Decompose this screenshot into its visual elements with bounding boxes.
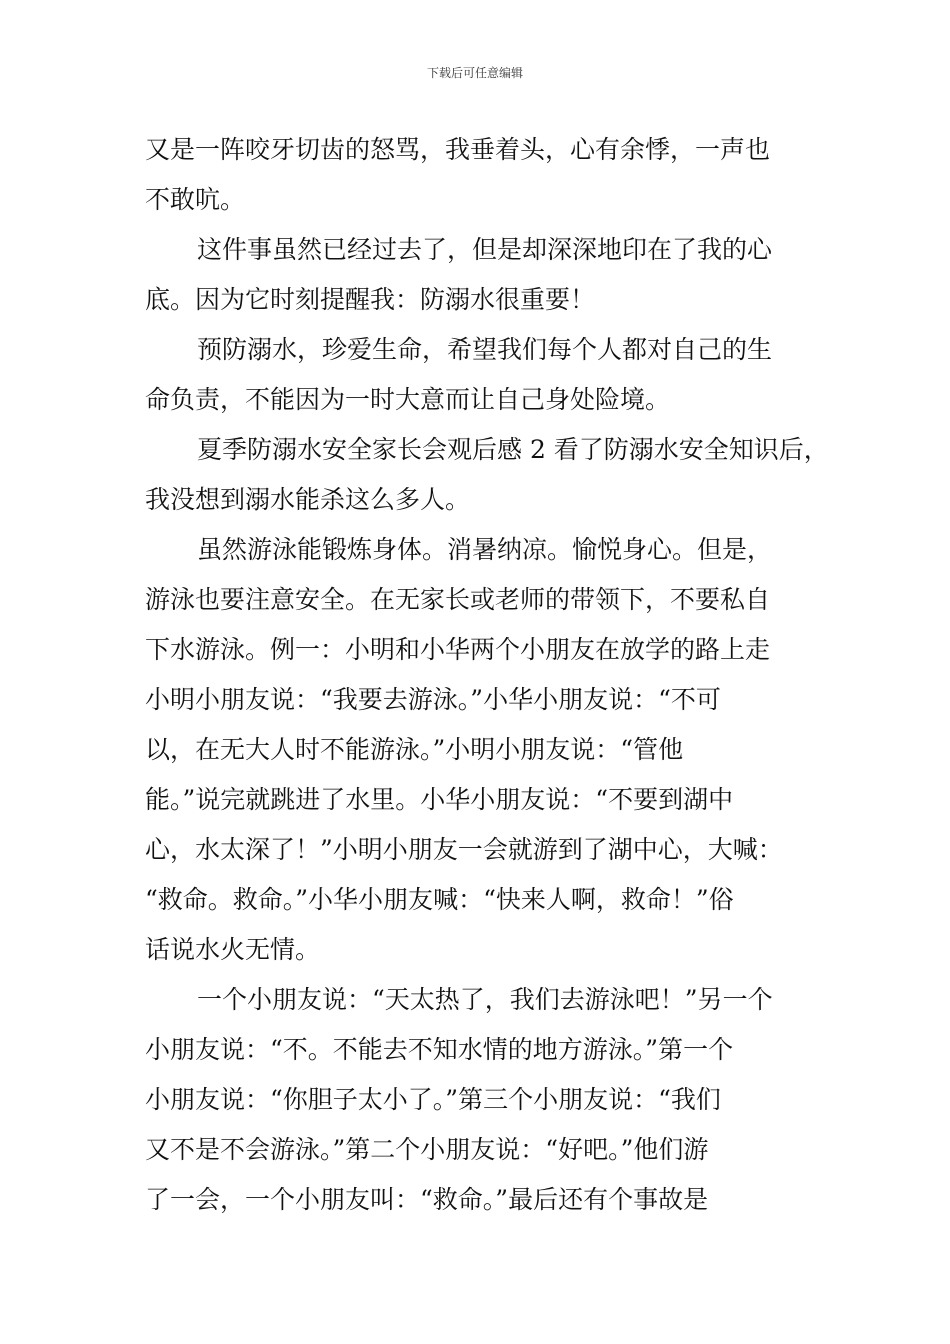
text-line: 我没想到溺水能杀这么多人。 — [145, 485, 471, 514]
text-line: 以，在无大人时不能游泳。”小明小朋友说：“管他 — [145, 735, 684, 764]
text-line: 心，水太深了！”小明小朋友一会就游到了湖中心，大喊： — [145, 835, 783, 864]
text-line: 命负责，不能因为一时大意而让自己身处险境。 — [145, 385, 671, 414]
text-line: 一个小朋友说：“天太热了，我们去游泳吧！”另一个 — [197, 985, 773, 1014]
text-line: 游泳也要注意安全。在无家长或老师的带领下，不要私自 — [145, 585, 771, 614]
text-line: 又是一阵咬牙切齿的怒骂，我垂着头，心有余悸，一声也 — [145, 135, 771, 164]
text-line: 预防溺水，珍爱生命，希望我们每个人都对自己的生 — [197, 335, 773, 364]
text-line: 话说水火无情。 — [145, 935, 321, 964]
text-line: 能。”说完就跳进了水里。小华小朋友说：“不要到湖中 — [145, 785, 734, 814]
text-line: 又不是不会游泳。”第二个小朋友说：“好吧。”他们游 — [145, 1135, 709, 1164]
text-line: 夏季防溺水安全家长会观后感 2 看了防溺水安全知识后， — [197, 435, 829, 464]
text-line: 不敢吭。 — [145, 185, 246, 214]
page-header: 下载后可任意编辑 — [426, 66, 523, 80]
text-line: 下水游泳。例一：小明和小华两个小朋友在放学的路上走 — [145, 635, 771, 664]
text-line: 小朋友说：“你胆子太小了。”第三个小朋友说：“我们 — [145, 1085, 721, 1114]
text-line: 了一会，一个小朋友叫：“救命。”最后还有个事故是 — [145, 1185, 709, 1214]
text-line: 小明小朋友说：“我要去游泳。”小华小朋友说：“不可 — [145, 685, 721, 714]
text-line: “救命。救命。”小华小朋友喊：“快来人啊，救命！”俗 — [145, 885, 734, 914]
text-line: 虽然游泳能锻炼身体。消暑纳凉。愉悦身心。但是， — [197, 535, 773, 564]
text-line: 小朋友说：“不。不能去不知水情的地方游泳。”第一个 — [145, 1035, 734, 1064]
text-line: 这件事虽然已经过去了，但是却深深地印在了我的心 — [197, 235, 773, 264]
text-line: 底。因为它时刻提醒我：防溺水很重要！ — [145, 285, 596, 314]
document-body — [145, 125, 829, 1225]
